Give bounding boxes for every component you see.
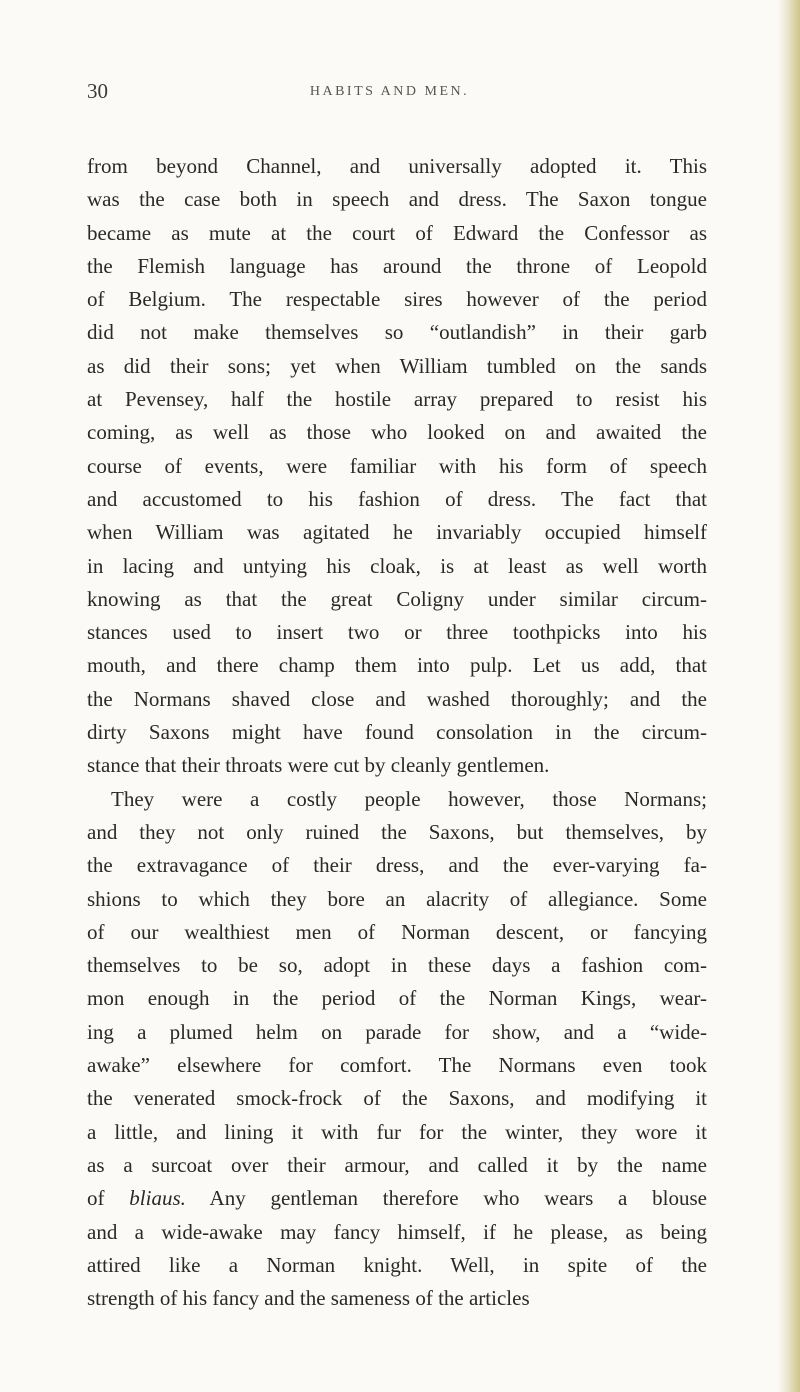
text-line: ing a plumed helm on parade for show, and a “wide-	[87, 1019, 707, 1044]
text-line: course of events, were familiar with his form of speech	[87, 453, 707, 478]
line-end: Any gentleman therefore who wears a blouse	[185, 1186, 707, 1211]
text-line: the Flemish language has around the throne of Leopold	[87, 253, 707, 278]
text-line: They were a costly people however, those Normans;	[111, 786, 707, 811]
text-line: dirty Saxons might have found consolation in the circum-	[87, 720, 707, 745]
page-header	[87, 78, 692, 104]
text-line: at Pevensey, half the hostile array prepared to resist his	[87, 387, 707, 412]
text-line: a little, and lining it with fur for the winter, they wore it	[87, 1119, 707, 1144]
text-line: mouth, and there champ them into pulp. Let us add, that	[87, 653, 707, 678]
text-line: did not make themselves so “outlandish” in their garb	[87, 320, 707, 345]
text-line: attired like a Norman knight. Well, in spite of the	[87, 1252, 707, 1277]
text-line: became as mute at the court of Edward the Confessor as	[87, 220, 707, 245]
text-line: as did their sons; yet when William tumbled on the sands	[87, 353, 707, 378]
page-number: 30	[87, 79, 108, 103]
text-line: awake” elsewhere for comfort. The Normans even took	[87, 1053, 707, 1078]
text-line: when William was agitated he invariably occupied himself	[87, 520, 707, 545]
text-line: mon enough in the period of the Norman Kings, wear-	[87, 986, 707, 1011]
text-line: the extravagance of their dress, and the ever-varying fa-	[87, 853, 707, 878]
text-line: stance that their throats were cut by cleanly gentlemen.	[87, 753, 550, 778]
text-line: knowing as that the great Coligny under similar circum-	[87, 586, 707, 611]
text-line: of Belgium. The respectable sires however of the period	[87, 287, 707, 312]
text-line: coming, as well as those who looked on and awaited the	[87, 420, 707, 445]
text-line: themselves to be so, adopt in these days a fashion com-	[87, 953, 707, 978]
running-head: HABITS AND MEN.	[309, 84, 470, 99]
text-line: shions to which they bore an alacrity of allegiance. Some	[87, 886, 707, 911]
text-line: and a wide-awake may fancy himself, if he please, as being	[87, 1219, 707, 1244]
text-line: stances used to insert two or three toothpicks into his	[87, 620, 707, 645]
text-line: the Normans shaved close and washed thoroughly; and the	[87, 686, 707, 711]
text-line: and they not only ruined the Saxons, but themselves, by	[87, 819, 707, 844]
text-line: and accustomed to his fashion of dress. The fact that	[87, 486, 707, 511]
page-edge-shadow	[778, 0, 800, 1392]
text-line: as a surcoat over their armour, and called it by the name	[87, 1152, 707, 1177]
text-line: in lacing and untying his cloak, is at least as well worth	[87, 553, 707, 578]
line-start: of	[87, 1186, 130, 1211]
body-text	[87, 150, 707, 1315]
text-line-with-italic	[87, 1182, 707, 1215]
text-line: from beyond Channel, and universally adopted it. This	[87, 154, 707, 178]
italic-term: bliaus.	[129, 1186, 186, 1211]
text-line: of our wealthiest men of Norman descent, or fancying	[87, 919, 707, 944]
text-line: the venerated smock-frock of the Saxons, and modifying it	[87, 1086, 707, 1111]
text-line: strength of his fancy and the sameness of the articles	[87, 1286, 530, 1311]
text-line: was the case both in speech and dress. The Saxon tongue	[87, 187, 707, 212]
